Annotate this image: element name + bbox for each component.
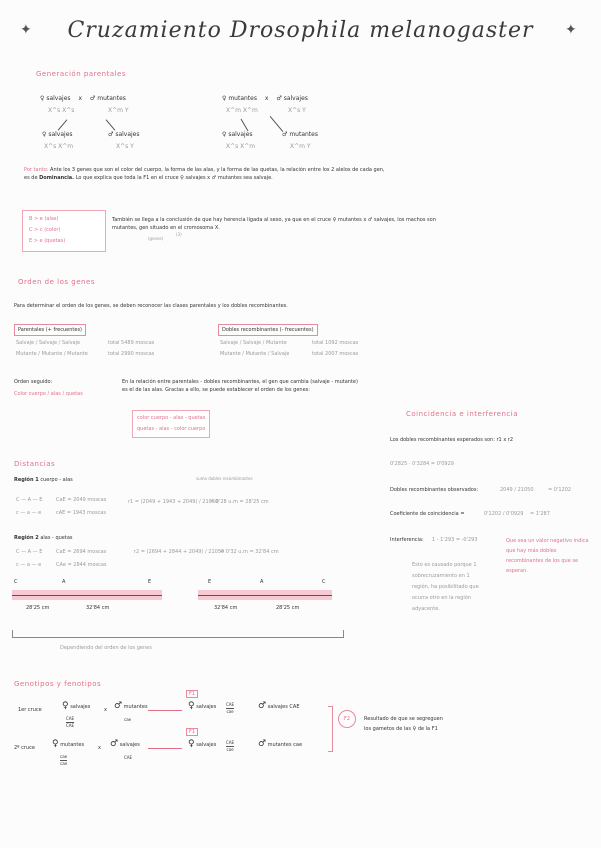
r2-result: = 0'32 u.m = 32'84 cm bbox=[220, 549, 279, 555]
f1-badge: F1 bbox=[186, 728, 198, 736]
cruce1-label: 1er cruce bbox=[18, 707, 42, 713]
region1-title: Región 1 cuerpo - alas bbox=[14, 477, 73, 483]
interferencia-calc: 1 - 1'293 = -0'293 bbox=[432, 537, 478, 543]
male-icon: ♂ bbox=[110, 739, 119, 749]
female-icon: ♀ bbox=[42, 131, 47, 138]
observados-fraction: 2049 / 21050 bbox=[500, 487, 534, 493]
page-title: Cruzamiento Drosophila melanogaster bbox=[67, 18, 534, 43]
map-line bbox=[198, 595, 332, 596]
gen-parental-heading: Generación parentales bbox=[36, 70, 127, 78]
esperados-calc: 0'2825 · 0'3284 = 0'0929 bbox=[390, 461, 454, 467]
cross2-off-male-genotype: X^m Y bbox=[290, 143, 311, 150]
map2-label-a: A bbox=[260, 579, 264, 585]
cruce2-off-female: ♀ salvajes bbox=[188, 739, 217, 749]
cruce1-female-genotype: CAE CAE bbox=[66, 716, 75, 728]
resultado-note: Resultado de que se segreguen los gametos de las ♀ de la F1 bbox=[364, 716, 443, 732]
parentales-row2: Mutante / Mutante / Mutante bbox=[16, 351, 88, 357]
brace-pink bbox=[328, 706, 333, 752]
brace-line bbox=[12, 630, 344, 638]
map1-label-a: A bbox=[62, 579, 66, 585]
map2-distance-1: 32'84 cm bbox=[214, 605, 238, 611]
r2-top: C — A — E bbox=[16, 549, 43, 555]
cruce2-female-genotype: cae cae bbox=[60, 754, 68, 766]
cruce2-male-genotype: CAE bbox=[124, 755, 133, 760]
r1-top-value: CaE = 2049 moscas bbox=[56, 497, 107, 503]
cruce1-male: ♂ mutantes bbox=[114, 701, 148, 711]
relacion-paragraph: En la relación entre parentales - dobles recombinantes, el gen que cambia (salvaje - mutante) es el de las alas. Gracias a ello, se puede establecer el orden de los genes: bbox=[122, 379, 358, 393]
map1-label-c: C bbox=[14, 579, 18, 585]
por-tanto-paragraph: Por tanto: Ante los 3 genes que son el color del cuerpo, la forma de las alas, y la forma de las quetas, la relación entre los 2 alelos de cada gen, es de Dominancia. Lo que explica que toda la F1 en el cruce ♀ salvajes x ♂ mutantes sea salvaje. bbox=[24, 167, 385, 181]
sparkle-icon-right: ✦ bbox=[565, 22, 577, 38]
herencia-paragraph: También se llega a la conclusión de que hay herencia ligada al sexo, ya que en el cruce ♀ mutantes x ♂ salvajes, los machos son mutantes, gen situado en el cromosoma X. bbox=[112, 217, 436, 231]
male-icon: ♂ bbox=[367, 217, 373, 223]
map1-distance-2: 32'84 cm bbox=[86, 605, 110, 611]
region2-title: Región 2 alas - quetas bbox=[14, 535, 73, 541]
male-icon: ♂ bbox=[108, 131, 114, 138]
cruce1-female: ♀ salvajes bbox=[62, 701, 91, 711]
cross1-parents: ♀ salvajes x ♂ mutantes bbox=[40, 95, 126, 102]
suma-note: suma dobles recombinantes bbox=[196, 476, 253, 481]
female-icon: ♀ bbox=[222, 131, 227, 138]
female-icon: ♀ bbox=[332, 217, 337, 223]
observados-label: Dobles recombinantes observados: bbox=[390, 487, 479, 493]
cross2-female-genotype: X^m X^m bbox=[226, 107, 258, 114]
male-icon: ♂ bbox=[89, 95, 96, 102]
cross1-off-male: ♂ salvajes bbox=[108, 131, 140, 138]
cross1-female-genotype: X^s X^s bbox=[48, 107, 75, 114]
r1-formula: r1 = (2049 + 1943 + 2049) / 21050 bbox=[128, 499, 219, 505]
dobles-row1: Salvaje / Salvaje / Mutante bbox=[220, 340, 287, 346]
cross2-off-female-genotype: X^s X^m bbox=[226, 143, 256, 150]
cruce2-off-male: ♂ mutantes cae bbox=[258, 739, 303, 749]
arrow-line bbox=[148, 748, 182, 749]
map2-label-e: E bbox=[208, 579, 212, 585]
map2-label-c: C bbox=[322, 579, 326, 585]
r2-formula: r2 = (2694 + 2844 + 2049) / 21050 bbox=[134, 549, 225, 555]
dobles-row2-total: total 2007 moscas bbox=[312, 351, 359, 357]
r2-bottom-value: CAe = 2844 moscas bbox=[56, 562, 107, 568]
sparkle-icon-left: ✦ bbox=[20, 22, 32, 38]
cruce1-off-male: ♂ salvajes CAE bbox=[258, 701, 300, 711]
male-icon: ♂ bbox=[282, 131, 288, 138]
female-icon: ♀ bbox=[62, 701, 69, 711]
coeficiente-label: Coeficiente de coincidencia = bbox=[390, 511, 465, 517]
r1-bottom-value: cAE = 1943 moscas bbox=[56, 510, 106, 516]
gene-order-box: color cuerpo - alas - quetas quetas - alas - color cuerpo bbox=[132, 410, 210, 438]
three-subscript: (3) bbox=[176, 232, 182, 237]
causa-note: Esto es causado porque 1 sobrecruzamiento en 1 región, ha posibilitado que ocurra otro en la región adyacente. bbox=[412, 562, 479, 612]
interferencia-label: Interferencia: bbox=[390, 537, 424, 543]
male-icon: ♂ bbox=[114, 701, 123, 711]
cross1-off-female-genotype: X^s X^m bbox=[44, 143, 74, 150]
dobles-row2: Mutante / Mutante / Salvaje bbox=[220, 351, 290, 357]
cruce2-female: ♀ mutantes bbox=[52, 739, 85, 749]
cruce1-off-female-genotype: CAE cae bbox=[226, 702, 235, 714]
female-icon: ♀ bbox=[412, 726, 417, 732]
orden-seguido-value: Color cuerpo / alas / quetas bbox=[14, 391, 83, 397]
female-icon: ♀ bbox=[188, 701, 195, 711]
male-icon: ♂ bbox=[258, 739, 267, 749]
coincidencia-heading: Coincidencia e interferencia bbox=[406, 410, 519, 418]
cross1-off-male-genotype: X^s Y bbox=[116, 143, 134, 150]
dobles-row1-total: total 1092 moscas bbox=[312, 340, 359, 346]
alleles-note: B > e (alas) C > c (color) E > e (quetas) bbox=[22, 210, 106, 252]
cruce1-male-genotype: cae bbox=[124, 717, 132, 722]
female-icon: ♀ bbox=[52, 739, 59, 749]
female-icon: ♀ bbox=[180, 175, 184, 181]
genotipos-heading: Genotipos y fenotipos bbox=[14, 680, 102, 688]
map1-distance-1: 28'25 cm bbox=[26, 605, 50, 611]
cruce2-male: ♂ salvajes bbox=[110, 739, 140, 749]
cross-symbol: x bbox=[98, 745, 101, 751]
cross1-off-female: ♀ salvajes bbox=[42, 131, 73, 138]
map1-label-e: E bbox=[148, 579, 152, 585]
male-icon: ♂ bbox=[258, 701, 267, 711]
orden-seguido-label: Orden seguido: bbox=[14, 379, 53, 385]
coeficiente-fraction: 0'1202 / 0'0929 bbox=[484, 511, 524, 517]
r2-bottom: c — a — e bbox=[16, 562, 42, 568]
parentales-title: Parentales (+ frecuentes) bbox=[14, 324, 86, 336]
parentales-row1: Salvaje / Salvaje / Salvaje bbox=[16, 340, 81, 346]
cross2-parents: ♀ mutantes x ♂ salvajes bbox=[222, 95, 308, 102]
parentales-row1-total: total 5489 moscas bbox=[108, 340, 155, 346]
female-icon: ♀ bbox=[40, 95, 45, 102]
r1-bottom: c — a — e bbox=[16, 510, 42, 516]
depende-label: Dependiendo del orden de los genes bbox=[60, 645, 152, 651]
f1-badge: F1 bbox=[186, 690, 198, 698]
cross2-male-genotype: X^s Y bbox=[288, 107, 306, 114]
distancias-heading: Distancias bbox=[14, 460, 56, 468]
genes-subscript: (genes) bbox=[148, 236, 164, 241]
female-icon: ♀ bbox=[222, 95, 227, 102]
arrow-line bbox=[148, 710, 182, 711]
cruce2-off-female-genotype: CAE cae bbox=[226, 740, 235, 752]
male-icon: ♂ bbox=[276, 95, 282, 102]
male-icon: ♂ bbox=[211, 175, 217, 181]
cross-line bbox=[58, 119, 68, 130]
f2-circle: F2 bbox=[338, 710, 356, 728]
r2-top-value: CaE = 2694 moscas bbox=[56, 549, 107, 555]
cruce1-off-female: ♀ salvajes bbox=[188, 701, 217, 711]
r1-top: C — A — E bbox=[16, 497, 43, 503]
female-icon: ♀ bbox=[188, 739, 195, 749]
cruce2-label: 2º cruce bbox=[14, 745, 35, 751]
cross2-off-male: ♂ mutantes bbox=[282, 131, 318, 138]
cross-line bbox=[106, 119, 116, 130]
cross-symbol: x bbox=[104, 707, 107, 713]
map2-distance-2: 28'25 cm bbox=[276, 605, 300, 611]
map-line bbox=[12, 595, 162, 596]
orden-intro: Para determinar el orden de los genes, se deben reconocer las clases parentales y los dobles recombinantes. bbox=[14, 303, 288, 309]
cross2-off-female: ♀ salvajes bbox=[222, 131, 253, 138]
orden-heading: Orden de los genes bbox=[18, 278, 95, 286]
esperados-text: Los dobles recombinantes esperados son: r1 x r2 bbox=[390, 437, 514, 443]
coeficiente-result: = 1'287 bbox=[530, 511, 550, 517]
observados-result: = 0'1202 bbox=[548, 487, 572, 493]
interferencia-note: Que sea un valor negativo indica que hay más dobles recombinantes de los que se esperan. bbox=[506, 538, 589, 574]
parentales-row2-total: total 2990 moscas bbox=[108, 351, 155, 357]
cross1-male-genotype: X^m Y bbox=[108, 107, 129, 114]
r1-result: = 0'28 u.m = 28'25 cm bbox=[210, 499, 269, 505]
dobles-title: Dobles recombinantes (- frecuentes) bbox=[218, 324, 318, 336]
